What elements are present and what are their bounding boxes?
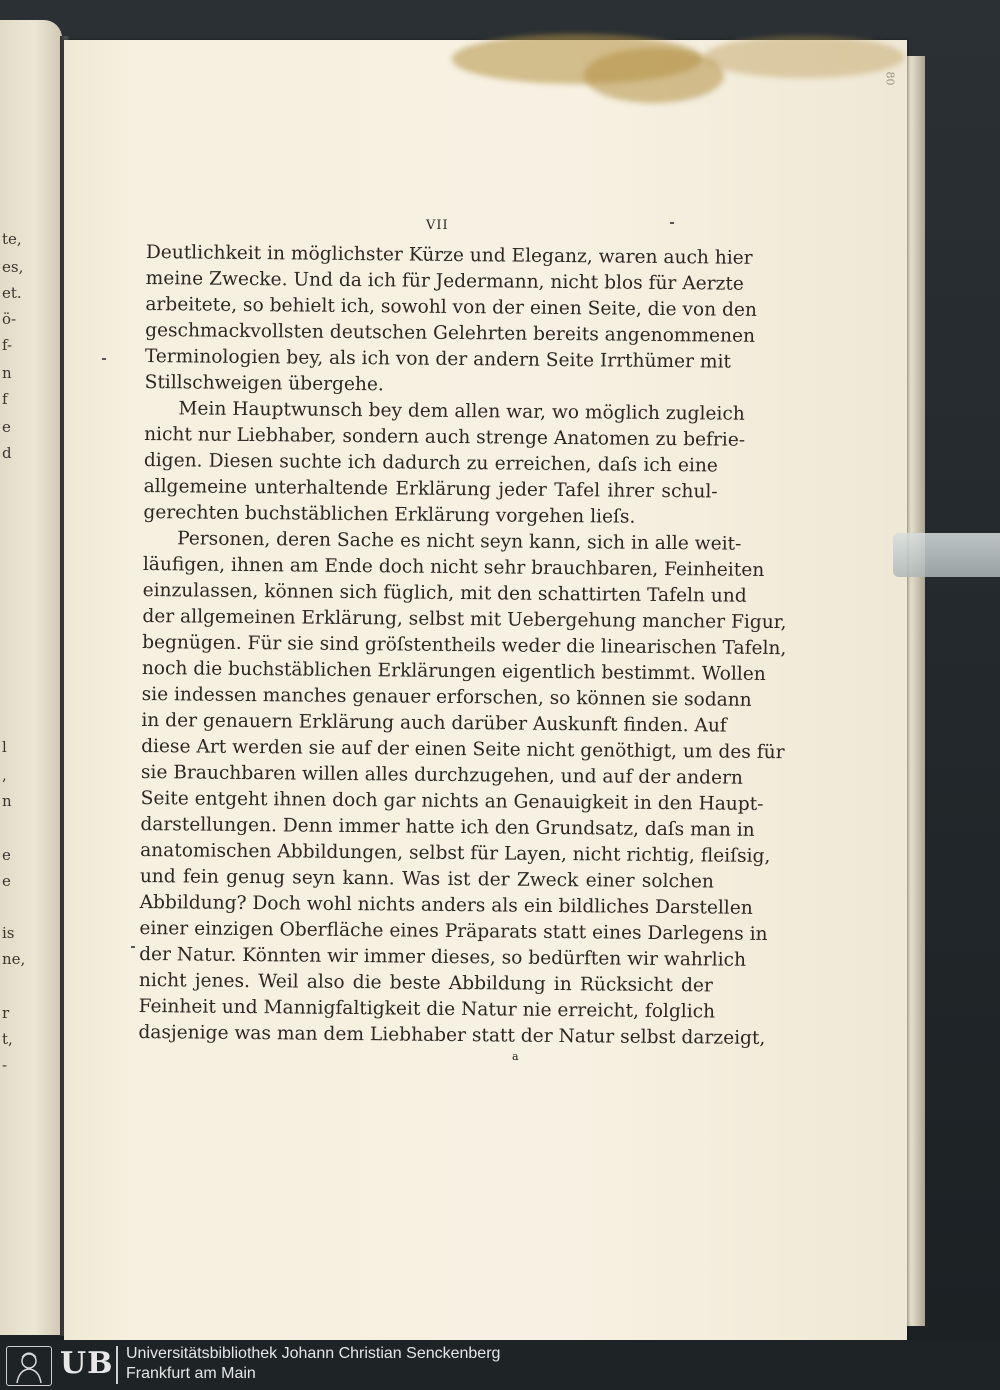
text-line: meine Zwecke. Und da ich für Jedermann, nicht blos für Aerzte — [145, 267, 744, 295]
left-page-fragment: ö- — [2, 310, 17, 328]
text-line: Terminologien bey, als ich von der andern Seite Irrthümer mit — [144, 345, 732, 373]
left-page-fragment: , — [2, 766, 7, 784]
left-page-fragment: e — [2, 418, 11, 436]
text-line: noch die buchstäblichen Erklärungen eigentlich bestimmt. Wollen — [141, 657, 766, 685]
left-page-fragment: e — [2, 872, 11, 890]
text-line: allgemeine unterhaltende Erklärung jeder Tafel ihrer schul- — [143, 475, 718, 503]
text-line: Mein Hauptwunsch bey dem allen war, wo möglich zugleich — [178, 398, 745, 425]
text-line: sie Brauchbaren willen alles durchzugehen, und auf der andern — [140, 761, 743, 789]
text-line: läufigen, ihnen am Ende doch nicht sehr brauchbaren, Feinheiten — [142, 553, 765, 581]
signature-mark: a — [512, 1050, 519, 1063]
text-line: Seite entgeht ihnen doch gar nichts an Genauigkeit in den Haupt- — [140, 787, 764, 815]
text-line: einer einzigen Oberfläche eines Präparats statt eines Darlegens in — [139, 917, 768, 945]
left-page-fragment: es, — [2, 258, 24, 276]
text-line: arbeitete, so behielt ich, sowohl von der einen Seite, die von den — [145, 293, 758, 321]
body-text — [138, 240, 787, 1051]
text-line: der allgemeinen Erklärung, selbst mit Uebergehung mancher Figur, — [142, 605, 787, 634]
senckenberg-portrait-icon — [6, 1346, 52, 1386]
ub-logo: UB — [60, 1346, 114, 1381]
text-line: und fein genug seyn kann. Was ist der Zweck einer solchen — [139, 865, 714, 893]
library-location: Frankfurt am Main — [126, 1365, 256, 1382]
left-page-fragment: t, — [2, 1030, 13, 1048]
text-line: dasjenige was man dem Liebhaber statt der Natur selbst darzeigt, — [138, 1021, 766, 1049]
left-page-fragment: e — [2, 846, 11, 864]
left-page-fragment: r — [2, 1004, 10, 1022]
text-line: Feinheit und Mannigfaltigkeit die Natur nie erreicht, folglich — [138, 995, 716, 1023]
text-line: begnügen. Für sie sind gröſstentheils weder die linearischen Tafeln, — [142, 631, 787, 660]
text-line: nicht jenes. Weil also die beste Abbildung in Rücksicht der — [138, 969, 713, 997]
left-page-fragment: n — [2, 364, 12, 382]
print-mark — [102, 358, 106, 360]
corner-mark: 80 — [883, 71, 897, 86]
left-page-fragment: is — [2, 924, 15, 942]
text-line: diese Art werden sie auf der einen Seite nicht genöthigt, um des für — [141, 735, 785, 764]
left-page-fragment: et. — [2, 284, 22, 302]
left-page-fragment: te, — [2, 230, 22, 248]
text-line: Deutlichkeit in möglichster Kürze und Eleganz, waren auch hier — [145, 241, 753, 269]
text-line: darstellungen. Denn immer hatte ich den Grundsatz, daſs man in — [140, 813, 755, 841]
text-line: einzulassen, können sich füglich, mit den schattirten Tafeln und — [142, 579, 747, 607]
text-line: geschmackvollsten deutschen Gelehrten bereits angenommenen — [145, 319, 756, 347]
water-stain — [584, 48, 724, 103]
print-mark — [670, 222, 674, 224]
text-line: gerechten buchstäblichen Erklärung vorgehen lieſs. — [143, 501, 636, 528]
text-line: digen. Diesen suchte ich dadurch zu erreichen, daſs ich eine — [143, 449, 718, 477]
left-page-fragment: l — [2, 738, 7, 756]
text-line: der Natur. Könnten wir immer dieses, so bedürften wir wahrlich — [139, 943, 747, 971]
left-facing-page — [0, 20, 62, 1335]
left-page-fragment: n — [2, 792, 12, 810]
text-line: Personen, deren Sache es nicht seyn kann, sich in alle weit- — [177, 528, 742, 555]
bookmark-tab — [893, 533, 1000, 577]
print-mark — [131, 946, 135, 948]
text-line: Stillschweigen übergehe. — [144, 371, 384, 396]
left-page-fragment: - — [2, 1056, 8, 1074]
text-line: sie indessen manches genauer erforschen, so können sie sodann — [141, 683, 752, 711]
left-page-fragment: ne, — [2, 950, 26, 968]
text-line: anatomischen Abbildungen, selbst für Layen, nicht richtig, fleiſsig, — [140, 839, 771, 868]
left-page-fragment: f — [2, 390, 8, 408]
left-page-fragment: f- — [2, 336, 13, 354]
water-stain — [704, 36, 904, 78]
left-page-fragment: d — [2, 444, 12, 462]
library-footer — [0, 1340, 1000, 1390]
library-name: Universitätsbibliothek Johann Christian Senckenberg — [126, 1345, 501, 1362]
logo-divider — [116, 1346, 118, 1384]
text-line: Abbildung? Doch wohl nichts anders als ein bildliches Darstellen — [139, 891, 753, 919]
text-line: in der genauern Erklärung auch darüber Auskunft finden. Auf — [141, 709, 727, 737]
text-line: nicht nur Liebhaber, sondern auch strenge Anatomen zu befrie- — [144, 423, 746, 451]
page-number: VII — [426, 218, 449, 233]
